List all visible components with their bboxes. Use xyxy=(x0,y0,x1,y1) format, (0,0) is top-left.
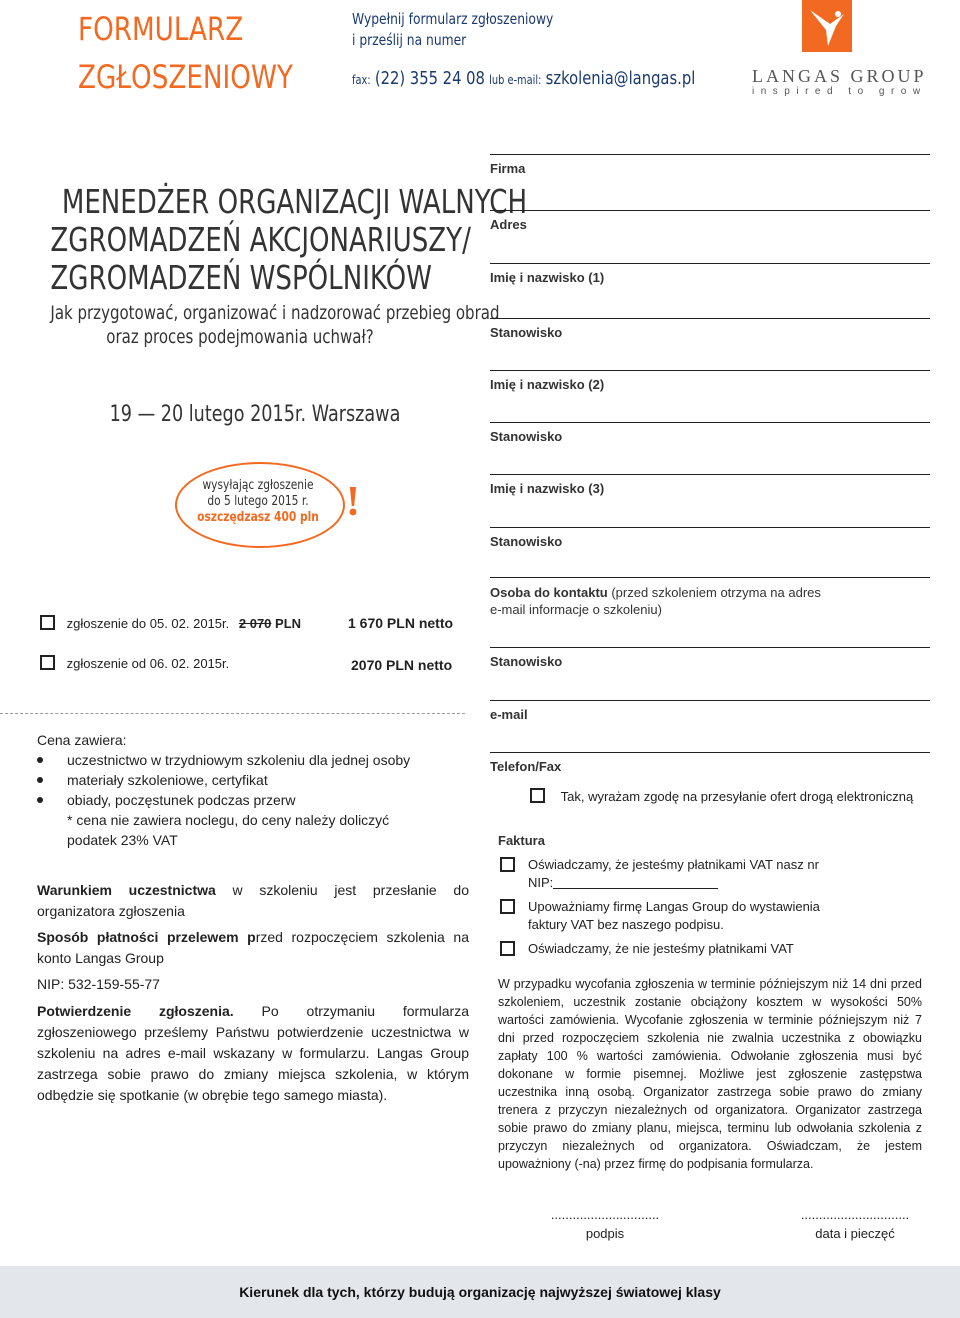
invoice-authorize-line1: Upoważniamy firmę Langas Group do wystawienia xyxy=(528,899,820,914)
promo-exclamation: ! xyxy=(346,479,360,525)
early-label: zgłoszenie do 05. 02. 2015r. xyxy=(66,616,230,631)
consent-checkbox[interactable] xyxy=(530,788,545,803)
includes-note-line2: podatek 23% VAT xyxy=(67,832,178,848)
fax-label: fax: xyxy=(352,73,371,87)
or-email-label: lub e-mail: xyxy=(489,73,542,87)
late-label: zgłoszenie od 06. 02. 2015r. xyxy=(66,656,230,671)
form-title-line2: ZGŁOSZENIOWY xyxy=(78,58,293,96)
late-price: 2070 PLN netto xyxy=(351,657,453,673)
instruction-line2: i prześlij na numer xyxy=(352,31,467,49)
course-title-line3: ZGROMADZEŃ WSPÓLNIKÓW xyxy=(50,258,432,297)
footer-slogan: Kierunek dla tych, którzy budują organizację najwyższej światowej klasy xyxy=(239,1284,721,1300)
payment-bold: Sposób płatności przelewem p xyxy=(37,929,256,945)
invoice-nip-input[interactable] xyxy=(553,874,718,889)
date-dots: .............................. xyxy=(800,1207,910,1222)
fax-line xyxy=(352,68,695,89)
invoice-option-authorize xyxy=(500,898,820,934)
promo-text xyxy=(175,478,341,526)
includes-item: obiady, poczęstunek podczas przerw xyxy=(37,790,477,810)
consent-row xyxy=(530,788,913,804)
hummingbird-icon xyxy=(802,0,852,52)
confirmation-text: Po otrzymaniu formularza zgłoszeniowego prześlemy Państwu potwierdzenie uczestnictwa w szkoleniu na adres e-mail wskazany w formularzu. Langas Group zastrzega sobie prawo do zmiany miejsca szkolenia, w którym odbędzie się spotkanie (w obrębie tego samego miasta). xyxy=(37,1003,469,1103)
signature-podpis[interactable] xyxy=(545,1208,665,1241)
invoice-option-vat xyxy=(500,856,819,892)
promo-line3: oszczędzasz 400 pln xyxy=(197,510,319,525)
course-title-line2: ZGROMADZEŃ AKCJONARIUSZY/ xyxy=(50,220,471,259)
course-subtitle-line2: oraz proces podejmowania uchwał? xyxy=(106,326,374,348)
early-price: 1 670 PLN netto xyxy=(348,615,454,631)
contact-line2: e-mail informacje o szkoleniu) xyxy=(490,602,662,617)
early-old-currency: PLN xyxy=(275,616,302,631)
field-stanowisko-2[interactable] xyxy=(490,422,930,444)
pricing-row-early xyxy=(40,615,480,637)
includes-heading: Cena zawiera: xyxy=(37,732,127,748)
field-stanowisko-3-label: Stanowisko xyxy=(490,534,563,549)
cancellation-terms: W przypadku wycofania zgłoszenia w terminie późniejszym niż 14 dni przed szkoleniem, uczestnik zostanie obciążony kosztem w wysokości 50% wartości zamówienia. Wycofanie zgłoszenia w terminie późniejszym niż 7 dni przed rozpoczęciem szkolenia nie zwalnia uczestnika z obowiązku zapłaty 100 % wartości zamówienia. Odwołanie zgłoszenia musi być dokonane w formie pisemnej. Możliwe jest zgłoszenie zastępstwa uczestnika inną osobą. Organizator zastrzega sobie prawo do zmiany trenera z przyczyn niezależnych od organizatora. Organizator zastrzega sobie prawo do zmiany planu, miejsca, terminu lub odwołania szkolenia z przyczyn niezależnych od organizatora. Oświadczam, że jestem upoważniony (-na) przez firmę do podpisania formularza. xyxy=(498,977,922,1171)
field-telefon[interactable] xyxy=(490,752,930,774)
field-stanowisko-2-label: Stanowisko xyxy=(490,429,563,444)
field-stanowisko-contact[interactable] xyxy=(490,647,930,669)
invoice-vat-checkbox[interactable] xyxy=(500,857,515,872)
invoice-vat-line1: Oświadczamy, że jesteśmy płatnikami VAT nasz nr xyxy=(528,857,819,872)
field-imie-1-label: Imię i nazwisko (1) xyxy=(490,270,605,285)
contact-rest: (przed szkoleniem otrzyma na adres xyxy=(607,585,821,600)
field-imie-3[interactable] xyxy=(490,474,930,496)
field-imie-3-label: Imię i nazwisko (3) xyxy=(490,481,605,496)
field-telefon-label: Telefon/Fax xyxy=(490,759,562,774)
date-label: data i pieczęć xyxy=(815,1226,895,1241)
dashed-separator xyxy=(0,713,465,714)
field-email-label: e-mail xyxy=(490,707,528,722)
participation-text: w szkoleniu jest przesłanie do organizatora zgłoszenia xyxy=(37,882,469,919)
invoice-nip-label: NIP: xyxy=(528,875,554,890)
field-stanowisko-1[interactable] xyxy=(490,318,930,340)
invoice-option-novat xyxy=(500,940,794,958)
logo-tagline: inspired to grow xyxy=(752,86,927,97)
field-email[interactable] xyxy=(490,700,930,722)
field-firma[interactable] xyxy=(490,154,930,176)
condition-confirmation xyxy=(37,1001,469,1106)
field-contact-label xyxy=(490,578,930,618)
field-imie-1[interactable] xyxy=(490,263,930,285)
field-contact-person[interactable] xyxy=(490,577,930,618)
logo-name: LANGAS GROUP xyxy=(752,66,927,86)
includes-list xyxy=(37,750,477,810)
field-firma-label: Firma xyxy=(490,161,526,176)
early-old-amount: 2 070 xyxy=(238,616,272,631)
invoice-authorize-line2: faktury VAT bez naszego podpisu. xyxy=(528,917,724,932)
signature-label: podpis xyxy=(585,1226,625,1241)
includes-section xyxy=(37,730,477,850)
promo-line1: wysyłając zgłoszenie xyxy=(202,478,314,493)
condition-participation xyxy=(37,880,469,922)
condition-payment xyxy=(37,927,469,969)
contact-bold: Osoba do kontaktu xyxy=(490,585,608,600)
payment-text: rzed rozpoczęciem szkolenia na konto Langas Group xyxy=(37,929,469,966)
email-address: szkolenia@langas.pl xyxy=(545,68,696,89)
consent-label: Tak, wyrażam zgodę na przesyłanie ofert drogą elektroniczną xyxy=(560,789,914,804)
field-adres[interactable] xyxy=(490,210,930,232)
includes-note-line1: * cena nie zawiera noclegu, do ceny należy doliczyć xyxy=(67,812,390,828)
confirmation-bold: Potwierdzenie zgłoszenia. xyxy=(37,1003,234,1019)
field-stanowisko-1-label: Stanowisko xyxy=(490,325,563,340)
field-imie-2[interactable] xyxy=(490,370,930,392)
course-title-line1: MENEDŻER ORGANIZACJI WALNYCH xyxy=(61,182,528,221)
field-adres-label: Adres xyxy=(490,217,527,232)
invoice-novat-checkbox[interactable] xyxy=(500,941,515,956)
pricing-row-late xyxy=(40,655,480,677)
langas-logo xyxy=(752,0,932,100)
field-imie-2-label: Imię i nazwisko (2) xyxy=(490,377,605,392)
signature-dots: .............................. xyxy=(550,1207,660,1222)
promo-line2: do 5 lutego 2015 r. xyxy=(207,494,309,509)
participation-bold: Warunkiem uczestnictwa xyxy=(37,882,216,898)
early-old-price xyxy=(239,616,301,631)
field-stanowisko-3[interactable] xyxy=(490,527,930,549)
form-title-line1: FORMULARZ xyxy=(78,10,244,48)
invoice-heading: Faktura xyxy=(498,833,545,848)
company-nip: NIP: 532-159-55-77 xyxy=(37,976,160,992)
early-checkbox[interactable] xyxy=(40,615,55,630)
signature-data[interactable] xyxy=(800,1208,910,1241)
course-subtitle-line1: Jak przygotować, organizować i nadzorować przebieg obrad xyxy=(50,302,500,324)
includes-item: materiały szkoleniowe, certyfikat xyxy=(37,770,477,790)
invoice-novat-label: Oświadczamy, że nie jesteśmy płatnikami VAT xyxy=(528,941,794,956)
invoice-authorize-checkbox[interactable] xyxy=(500,899,515,914)
includes-item: uczestnictwo w trzydniowym szkoleniu dla jednej osoby xyxy=(37,750,477,770)
field-stanowisko-contact-label: Stanowisko xyxy=(490,654,563,669)
course-date: 19 — 20 lutego 2015r. Warszawa xyxy=(109,402,401,427)
invoice-nip-row xyxy=(528,874,819,892)
fax-number: (22) 355 24 08 xyxy=(374,68,485,89)
late-checkbox[interactable] xyxy=(40,655,55,670)
instruction-line1: Wypełnij formularz zgłoszeniowy xyxy=(352,10,554,28)
